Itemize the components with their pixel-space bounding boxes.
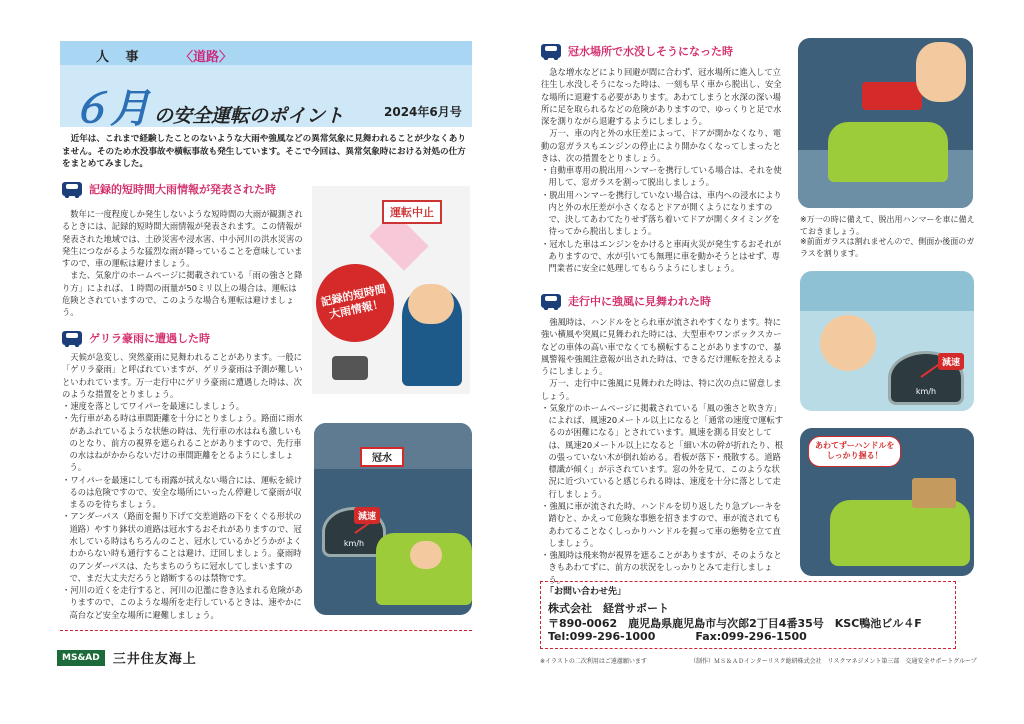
list-item: ・ 強風に車が流された時、ハンドルを切り返したり急ブレーキを踏むと、かえって危険な事態を招きますので、車が流されてもあわてることなくしっかりハンドルを握って車の態勢を立て直しましょう。 (541, 500, 785, 549)
illustration-driver-stop (312, 186, 470, 394)
note-hammer-2: ※前面ガラスは割れませんので、側面か後面のガラスを割ります。 (800, 237, 975, 258)
illustration-underpass-flood (314, 423, 472, 615)
slow-down-tag: 減速 (354, 507, 380, 524)
contact-fax: Fax:099-296-1500 (695, 630, 807, 643)
flood-sign: 冠水 (360, 447, 404, 467)
speed-unit: km/h (343, 539, 365, 548)
section-heading-strong-wind (541, 293, 711, 309)
slow-down-tag: 減速 (938, 353, 964, 370)
flying-board (912, 478, 956, 508)
hammer-icon (862, 82, 922, 110)
section-body-heavy-rain-info (62, 208, 304, 318)
section-title: ゲリラ豪雨に遭遇した時 (89, 332, 210, 345)
list-item: ・ 先行車がある時は車間距離を十分にとりましょう。路面に雨水があふれているような状態の時は、先行車の水はねも激しいものとなり、前方の視界を遮られることがありますので、先行車の水はねがかからないだけの車間距離をとるようにしましょう。 (62, 412, 308, 473)
windshield (800, 271, 974, 311)
car-icon (62, 331, 82, 345)
car-figure (828, 122, 948, 182)
header-label: 人 事 (96, 50, 145, 65)
section-heading-heavy-rain-info (62, 181, 276, 197)
paragraph: 数年に一度程度しか発生しないような短時間の大雨が観測されるときには、記録的短時間大雨情報が発表されます。この情報が発表された地域では、土砂災害や浸水害、中小河川の洪水災害の発生につながるような猛烈な雨が降っていることを意味していますので、車の運転は避けましょう。 (62, 209, 303, 269)
list-item: ・ 冠水した車はエンジンをかけると車両火災が発生するおそれがありますので、水が引いても無理に車を動かそうとはせず、専門業者に安全に処理してもらうようにしましょう。 (541, 238, 785, 275)
car-figure (830, 500, 970, 566)
car-icon (541, 44, 561, 58)
speed-unit: km/h (915, 387, 937, 396)
copy-note: ※イラストの二次利用はご遠慮願います (540, 658, 647, 665)
intro-text: 近年は、これまで経験したことのないような大雨や強風などの異常気象に見舞われることが少なくありません。そのため水没事故や横転事故も発生しています。そこで今回は、異常気象時における対処の仕方をまとめてみました。 (62, 134, 466, 170)
rain-info-badge: 記録的短時間 大雨情報！ (312, 257, 401, 350)
bullet-list (541, 402, 785, 586)
contact-company: 株式会社 経営サポート (548, 602, 669, 615)
section-heading-flood-sinking (541, 43, 733, 59)
driver-face (408, 284, 454, 324)
bullet-list (541, 164, 785, 274)
paragraph: 強風時は、ハンドルをとられ車が流されやすくなります。特に強い横風や突風に見舞われた時には、大型車やワンボックスカーなどの車体の高い車でなくても横転することがありますので、暴風警報や強風注意報が出された時は、できるだけ運転を控えるようにしましょう。 (541, 317, 782, 377)
paragraph: 天候が急変し、突然豪雨に見舞われることがあります。一般に「ゲリラ豪雨」と呼ばれていますが、ゲリラ豪雨は予測が難しいといわれています。万一走行中にゲリラ豪雨に遭遇した時は、次のような措置をとりましょう。 (62, 352, 303, 399)
section-title: 冠水場所で水没しそうになった時 (568, 45, 733, 58)
paragraph: 万一、走行中に強風に見舞われた時は、特に次の点に留意しましょう。 (541, 378, 782, 401)
paragraph: 急な増水などにより回避が間に合わず、冠水場所に進入して立往生し水没しそうになった時は、一刻も早く車から脱出し、安全な場所に退避する必要があります。あわてしまうと水深の深い場所に足を取られるなどの危険がありますので、ゆっくりと足で水深を測りながら退避するようにしましょう。 (541, 67, 782, 127)
section-title: 走行中に強風に見舞われた時 (568, 295, 711, 308)
list-item: ・ ワイパーを最速にしても雨露が拭えない場合には、運転を続けるのは危険ですので、安全な場所にいったん停避して豪雨が収まるのを待ちましょう。 (62, 474, 308, 511)
car-icon (62, 182, 82, 196)
contact-label: 「お問い合わせ先」 (545, 587, 627, 597)
producer-note: （制作）ＭＳ＆ＡＤインターリスク総研株式会社 リスクマネジメント第三部 交通安全サポートグループ (690, 658, 977, 665)
header-tag: 〈道路〉 (180, 50, 233, 65)
page-title (70, 77, 345, 132)
list-item: ・ 強風時は飛来物が視界を遮ることがありますが、そのようなときもあわてずに、前方の状況をしっかりとみて走行しましょう。 (541, 549, 785, 586)
speech-bubble: あわてずーハンドルを しっかり握る！ (808, 436, 901, 467)
illustration-grip-wheel (800, 428, 974, 576)
driver-face (916, 42, 966, 102)
contact-tel: Tel:099-296-1000 (548, 630, 656, 643)
illustration-escape-hammer (798, 38, 973, 208)
list-item: ・ 自動車専用の脱出用ハンマーを携行している場合は、それを使用して、窓ガラスを割って脱出しましょう。 (541, 164, 785, 189)
section-body-guerrilla-rain (62, 351, 308, 621)
note-hammer-1: ※万一の時に備えて、脱出用ハンマーを車に備えておきましょう。 (800, 215, 975, 236)
section-body-flood-sinking (541, 66, 785, 275)
contact-address: 〒890-0062 鹿児島県鹿児島市与次郎2丁目4番35号 KSC鴨池ビル４F (548, 617, 922, 630)
stop-driving-badge: 運転中止 (382, 200, 442, 224)
list-item: ・ 気象庁のホームページに掲載されている「風の強さと吹き方」によれば、風速20メートル以上になると「通常の速度で運転するのが困難になる」とされています。風速を測る目安としては、風速20メートル以上になると「細い木の幹が折れたり、根の張っていない木が倒れ始める。看板が落下・飛散する。道路標識が傾く」が示されています。窓の外を見て、このような状況に近づいていると感じられる時は、速度を十分に落として走行しましょう。 (541, 402, 785, 500)
list-item: ・ アンダーパス（路面を掘り下げて交差道路の下をくぐる形状の道路）やすり鉢状の道路は冠水するおそれがありますので、冠水している時はもちろんのこと、冠水しているかどうかがよくわからない時も通行することは避け、迂回しましょう。豪雨時のアンダーパスは、たちまちのうちに冠水してしまいますので、まだ大丈夫だろうと踏断するのは禁物です。 (62, 510, 308, 584)
driver-face (410, 541, 442, 569)
list-item: ・ 速度を落としてワイパーを最速にしましょう。 (62, 400, 308, 412)
contact-phones (548, 630, 807, 643)
divider (60, 630, 472, 631)
msad-logo: MS&AD (57, 650, 105, 666)
list-item: ・ 脱出用ハンマーを携行していない場合は、車内への浸水により内と外の水圧差が小さくなるとドアが開くようになりますので、決してあわてたりせず落ち着いてドアが開くタイミングを待ってから脱出しましょう。 (541, 189, 785, 238)
header-banner (60, 41, 472, 132)
section-title: 記録的短時間大雨情報が発表された時 (89, 183, 276, 196)
radio-icon (332, 356, 368, 380)
car-icon (541, 294, 561, 308)
paragraph: 万一、車の内と外の水圧差によって、ドアが開かなくなり、電動の窓ガラスもエンジンの停止により開かなくなってしまったときは、次の措置をとりましょう。 (541, 128, 782, 163)
paragraph: また、気象庁のホームページに掲載されている「雨の強さと降り方」によれば、１時間の雨量が50ミリ以上の場合は、運転は危険とされていますので、このような場合も運転は避けましょう。 (62, 270, 303, 318)
bullet-list (62, 400, 308, 621)
section-body-strong-wind (541, 316, 785, 586)
illustration-slow-down-wind (800, 271, 974, 411)
footer-logo (57, 648, 197, 667)
driver-face (820, 315, 876, 371)
title-text: の安全運転のポイント (154, 105, 345, 127)
issue-date: 2024年6月号 (384, 105, 462, 119)
company-logo-text: 三井住友海上 (112, 652, 197, 667)
title-month: ６月 (70, 85, 150, 132)
section-heading-guerrilla-rain (62, 330, 210, 346)
list-item: ・ 河川の近くを走行すると、河川の氾濫に巻き込まれる危険がありますので、このような場所を走行しているときは、速やかに高台など安全な場所に避難しましょう。 (62, 584, 308, 621)
